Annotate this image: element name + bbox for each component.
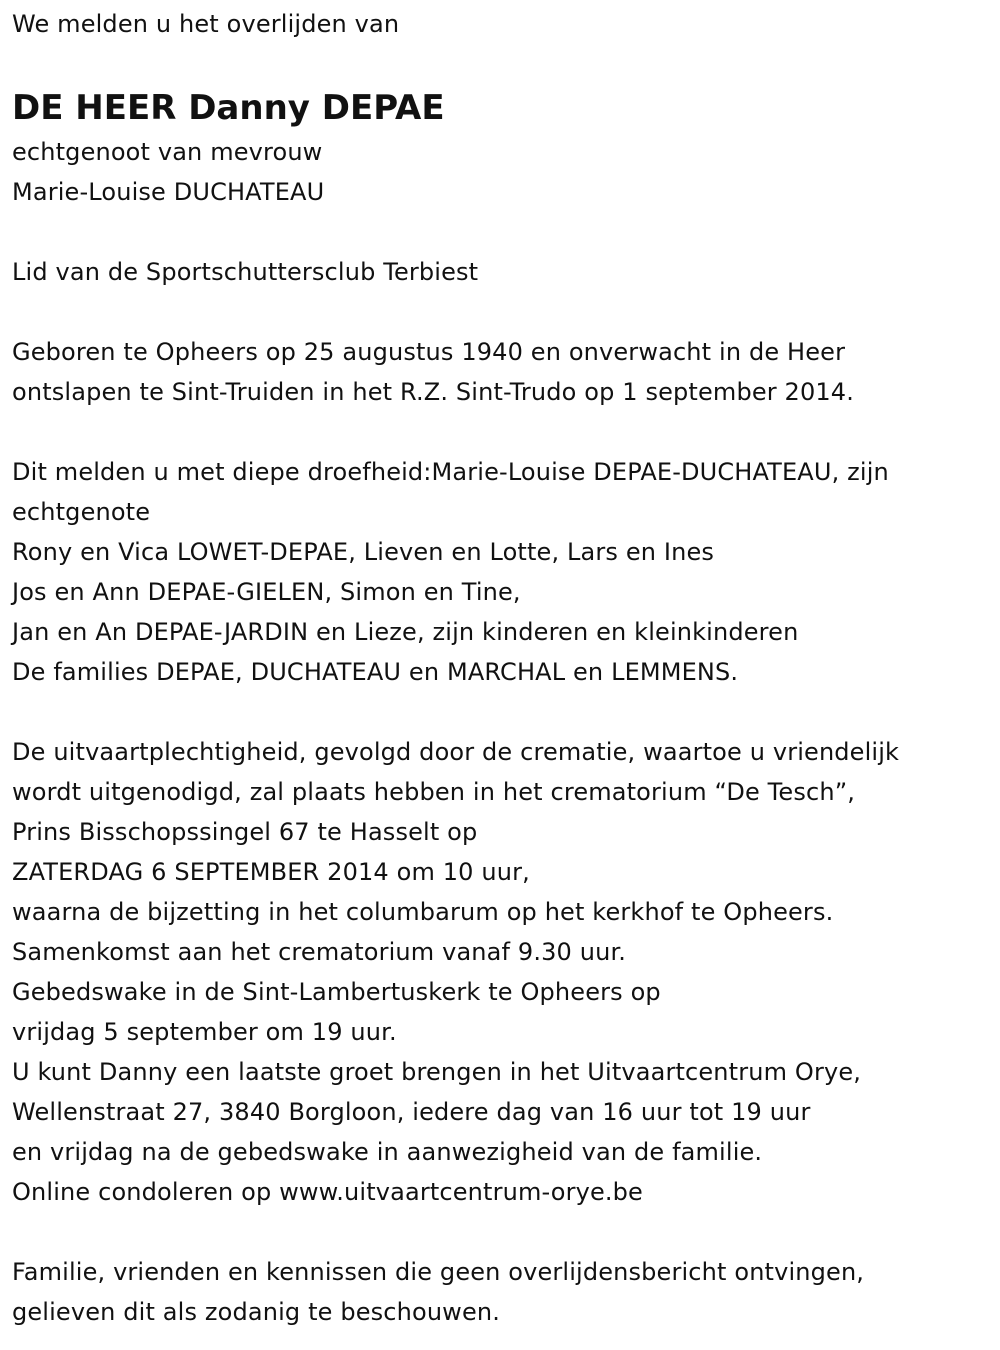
spacer (12, 212, 1000, 252)
ceremony-line: Gebedswake in de Sint-Lambertuskerk te Opheers op (12, 978, 661, 1006)
ceremony-line: en vrijdag na de gebedswake in aanwezigheid van de familie. (12, 1138, 763, 1166)
spouse-name: Marie-Louise DUCHATEAU (12, 178, 325, 206)
family-line: Dit melden u met diepe droefheid:Marie-Louise DEPAE-DUCHATEAU, zijn (12, 458, 889, 486)
spouse-line: echtgenoot van mevrouw (12, 138, 323, 166)
ceremony-line: wordt uitgenodigd, zal plaats hebben in het crematorium “De Tesch”, (12, 778, 856, 806)
spacer (12, 292, 1000, 332)
death-line: ontslapen te Sint-Truiden in het R.Z. Sint-Trudo op 1 september 2014. (12, 378, 854, 406)
ceremony-line: ZATERDAG 6 SEPTEMBER 2014 om 10 uur, (12, 858, 530, 886)
ceremony-line: Wellenstraat 27, 3840 Borgloon, iedere dag van 16 uur tot 19 uur (12, 1098, 811, 1126)
spacer (12, 692, 1000, 732)
family-line: Jos en Ann DEPAE-GIELEN, Simon en Tine, (12, 578, 521, 606)
spacer (12, 412, 1000, 452)
ceremony-line: U kunt Danny een laatste groet brengen in het Uitvaartcentrum Orye, (12, 1058, 862, 1086)
spacer (12, 44, 1000, 84)
family-line: Rony en Vica LOWET-DEPAE, Lieven en Lotte, Lars en Ines (12, 538, 715, 566)
ceremony-line: Prins Bisschopssingel 67 te Hasselt op (12, 818, 478, 846)
intro-text: We melden u het overlijden van (12, 10, 400, 38)
closing-line: Familie, vrienden en kennissen die geen overlijdensbericht ontvingen, (12, 1258, 865, 1286)
spacer (12, 1212, 1000, 1252)
deceased-name: DE HEER Danny DEPAE (12, 88, 445, 128)
family-line: Jan en An DEPAE-JARDIN en Lieze, zijn kinderen en kleinkinderen (12, 618, 799, 646)
family-line: De families DEPAE, DUCHATEAU en MARCHAL en LEMMENS. (12, 658, 739, 686)
membership-text: Lid van de Sportschuttersclub Terbiest (12, 258, 479, 286)
ceremony-line: Samenkomst aan het crematorium vanaf 9.30 uur. (12, 938, 627, 966)
ceremony-line: waarna de bijzetting in het columbarum op het kerkhof te Opheers. (12, 898, 834, 926)
birth-line: Geboren te Opheers op 25 augustus 1940 en onverwacht in de Heer (12, 338, 846, 366)
online-condolence-line: Online condoleren op www.uitvaartcentrum-orye.be (12, 1178, 643, 1206)
ceremony-line: vrijdag 5 september om 19 uur. (12, 1018, 397, 1046)
ceremony-line: De uitvaartplechtigheid, gevolgd door de crematie, waartoe u vriendelijk (12, 738, 900, 766)
family-line: echtgenote (12, 498, 151, 526)
closing-line: gelieven dit als zodanig te beschouwen. (12, 1298, 501, 1326)
